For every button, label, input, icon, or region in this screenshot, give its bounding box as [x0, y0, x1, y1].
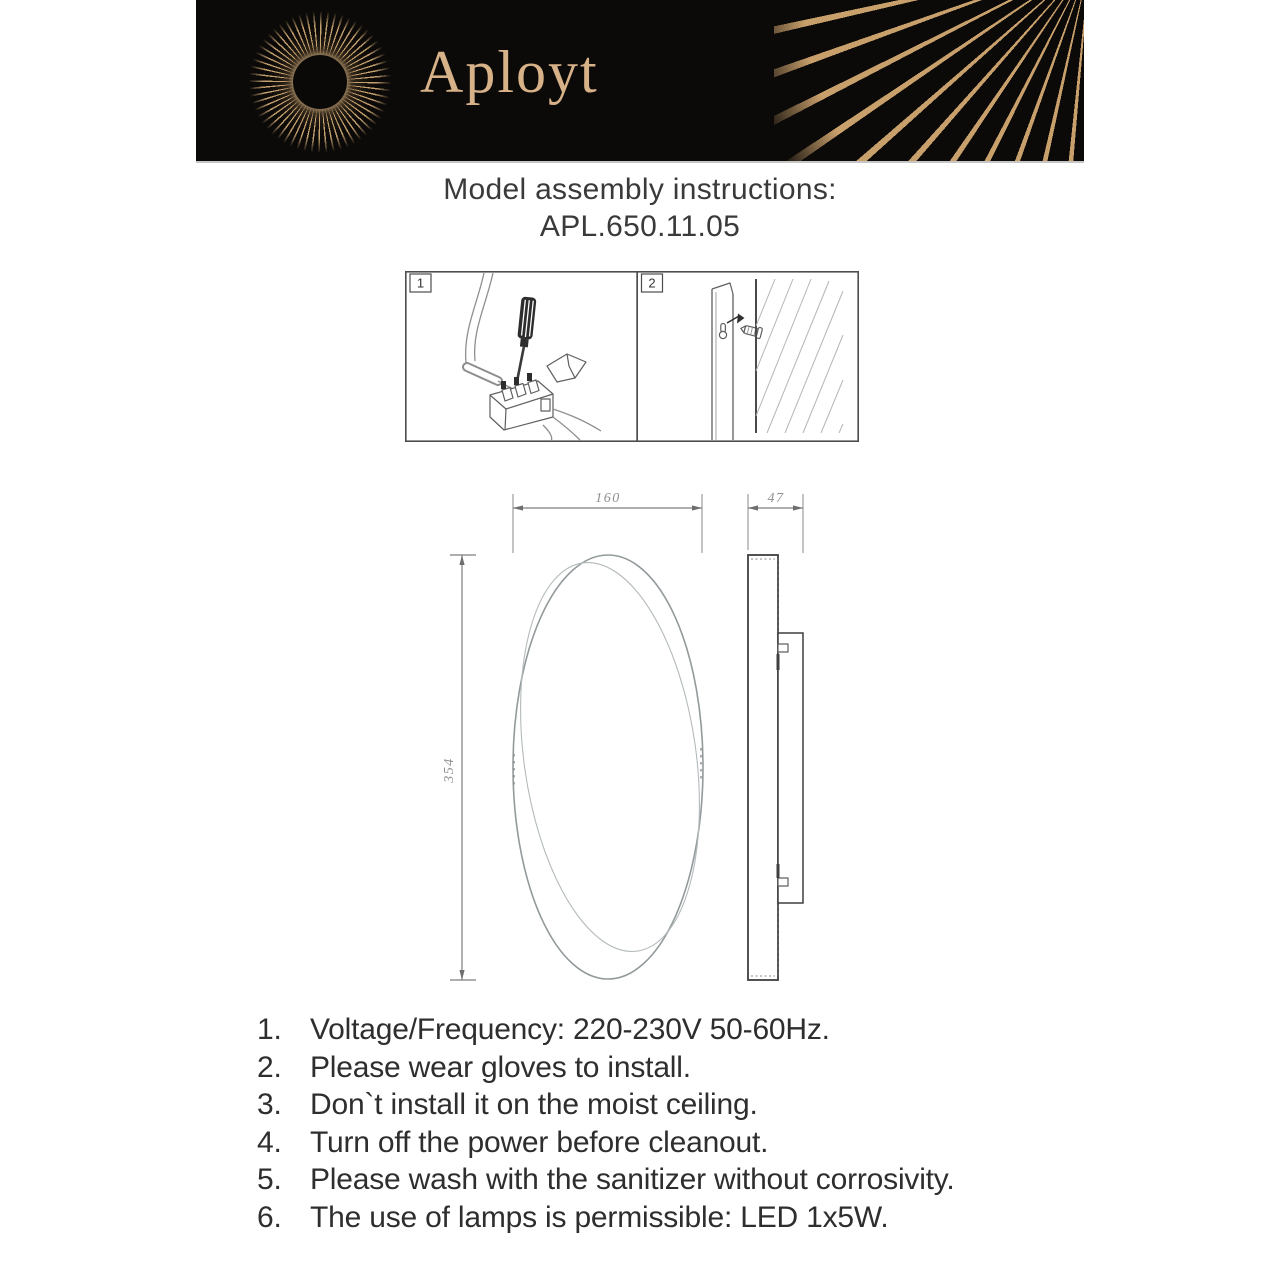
page-title: Model assembly instructions:: [443, 173, 837, 206]
instruction-number: 2.: [257, 1050, 282, 1084]
svg-text:2: 2: [648, 275, 656, 291]
sunburst-core-icon: [293, 55, 347, 109]
front-view-oval: [498, 551, 723, 979]
svg-text:1: 1: [416, 275, 425, 291]
instruction-item: [257, 1126, 1087, 1164]
panel-1-label: [410, 274, 431, 292]
instruction-number: 4.: [257, 1125, 282, 1159]
instructions-list: [257, 1013, 1087, 1238]
instruction-number: 3.: [257, 1088, 282, 1121]
svg-text:354: 354: [442, 757, 457, 783]
brand-banner: [196, 0, 1084, 163]
model-number: APL.650.11.05: [539, 210, 741, 243]
instruction-text: The use of lamps is permissible: LED 1x5W.: [310, 1200, 889, 1234]
dim-width: [513, 491, 702, 553]
corner-rays-icon: [774, 0, 1084, 161]
instruction-text: Please wear gloves to install.: [310, 1050, 691, 1084]
dim-depth: [748, 491, 803, 553]
brand-name: Aployt: [420, 39, 599, 105]
instruction-text: Turn off the power before cleanout.: [310, 1125, 769, 1159]
side-view: [748, 555, 803, 980]
instruction-item: [257, 1201, 1087, 1239]
instruction-text: Don`t install it on the moist ceiling.: [310, 1088, 758, 1121]
dim-height: [442, 555, 476, 980]
instruction-item: [257, 1051, 1087, 1089]
instruction-item: [257, 1013, 1087, 1051]
instruction-number: 6.: [257, 1200, 282, 1234]
svg-text:160: 160: [595, 491, 621, 506]
instruction-item: [257, 1163, 1087, 1201]
instruction-text: Voltage/Frequency: 220-230V 50-60Hz.: [310, 1013, 830, 1046]
assembly-step-panels: [405, 271, 860, 442]
title-block: [196, 171, 1084, 245]
panel-2-frame: [637, 272, 858, 441]
instruction-item: [257, 1088, 1087, 1126]
instruction-number: 5.: [257, 1163, 282, 1196]
panel-2-label: [642, 274, 663, 292]
keyhole-icon: [719, 324, 726, 339]
instruction-number: 1.: [257, 1013, 282, 1046]
dimension-drawing: [430, 480, 860, 1000]
svg-text:47: 47: [767, 491, 785, 506]
instruction-text: Please wash with the sanitizer without corrosivity.: [310, 1163, 955, 1196]
